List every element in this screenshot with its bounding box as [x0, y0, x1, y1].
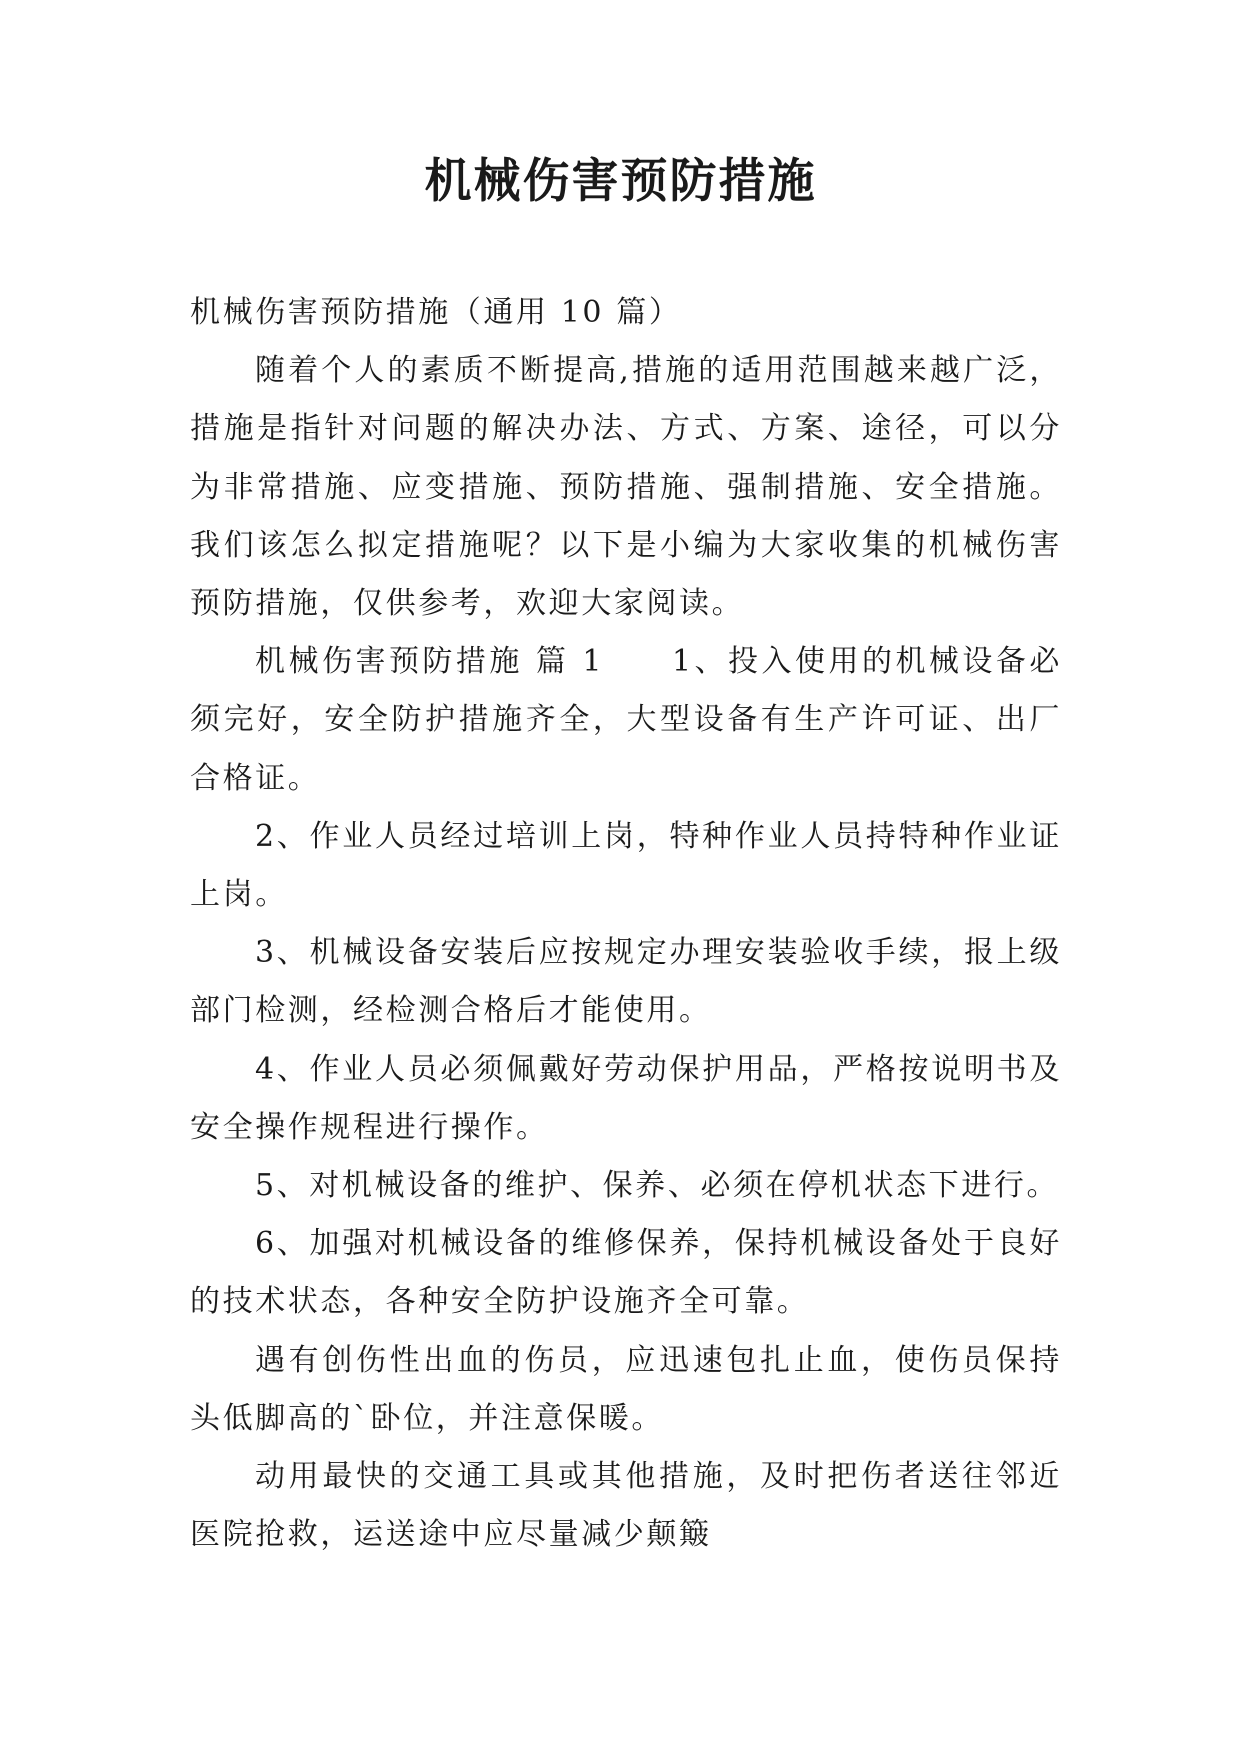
document-subtitle: 机械伤害预防措施（通用 10 篇）: [190, 295, 682, 330]
paragraph-item-2: 2、作业人员经过培训上岗，特种作业人员持特种作业证上岗。: [190, 818, 1062, 913]
paragraph-item-4: 4、作业人员必须佩戴好劳动保护用品，严格按说明书及安全操作规程进行操作。: [190, 1051, 1062, 1145]
paragraph-item-5: 5、对机械设备的维护、保养、必须在停机状态下进行。: [255, 1168, 1060, 1204]
paragraph-transport: 动用最快的交通工具或其他措施，及时把伤者送往邻近医院抢救，运送途中应尽量减少颠簸: [190, 1459, 1062, 1553]
paragraph-bleeding-care: 遇有创伤性出血的伤员，应迅速包扎止血，使伤员保持头低脚高的`卧位，并注意保暖。: [190, 1342, 1062, 1436]
paragraph-section-1-item-1: 机械伤害预防措施 篇 1 1、投入使用的机械设备必须完好，安全防护措施齐全，大型设备有生产许可证、出厂合格证。: [190, 644, 1062, 796]
document-title: 机械伤害预防措施: [424, 154, 817, 209]
paragraph-item-3: 3、机械设备安装后应按规定办理安装验收手续，报上级部门检测，经检测合格后才能使用。: [190, 935, 1062, 1029]
paragraph-item-6: 6、加强对机械设备的维修保养，保持机械设备处于良好的技术状态，各种安全防护设施齐全可靠。: [190, 1226, 1062, 1320]
paragraph-intro: 随着个人的素质不断提高,措施的适用范围越来越广泛，措施是指针对问题的解决办法、方式、方案、途径，可以分为非常措施、应变措施、预防措施、强制措施、安全措施。我们该怎么拟定措施呢？以下是小编为大家收集的机械伤害预防措施，仅供参考，欢迎大家阅读。: [190, 353, 1062, 622]
document-body: [190, 284, 1062, 1564]
